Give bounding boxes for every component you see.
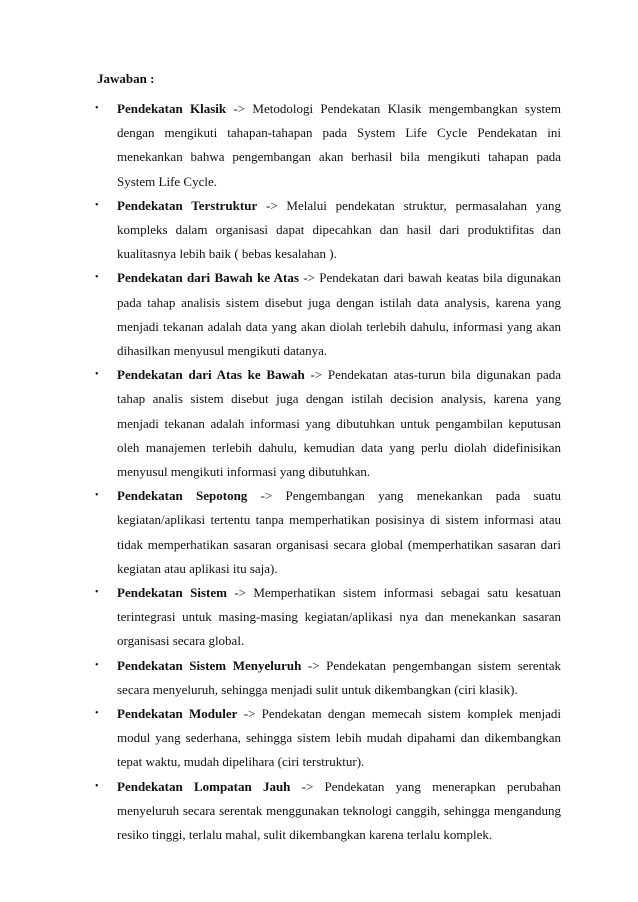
item-term: Pendekatan Sepotong — [117, 488, 248, 504]
list-item-moduler — [0, 702, 561, 775]
list-item-sistem — [0, 581, 561, 654]
item-text: -> Pengembangan yang menekankan pada suatu kegiatan/aplikasi tertentu tanpa memperhatikan posisinya di sistem informasi atau tidak memperhatikan sasaran organisasi secara global (memperhatikan sasaran dari kegiatan atau aplikasi itu saja). — [117, 488, 561, 576]
bullet-icon: • — [95, 587, 99, 599]
bullet-icon: • — [95, 780, 99, 792]
item-text: -> Pendekatan yang menerapkan perubahan menyeluruh secara serentak menggunakan teknologi canggih, sehingga mengandung resiko tinggi, terlalu mahal, sulit dikembangkan karena terlalu komplek. — [117, 778, 562, 843]
bullet-icon: • — [95, 490, 99, 502]
list-item-terstruktur — [0, 194, 561, 267]
item-term: Pendekatan dari Bawah ke Atas — [117, 270, 299, 286]
item-text: -> Pendekatan atas-turun bila digunakan pada tahap analis sistem disebut juga dengan istilah decision analysis, karena yang menjadi tekanan adalah informasi yang dibutuhkan untuk pengambilan keputusan oleh manajemen terlebih dahulu, kemudian data yang perlu diolah didefinisikan menyusul mengikuti informasi yang dibutuhkan. — [117, 367, 561, 480]
item-term: Pendekatan Lompatan Jauh — [117, 778, 291, 794]
bullet-icon: • — [95, 272, 99, 284]
approach-list — [0, 97, 638, 847]
list-item-lompatan-jauh — [0, 775, 561, 848]
bullet-icon: • — [95, 708, 99, 720]
item-term: Pendekatan Sistem — [117, 585, 227, 601]
item-text: -> Pendekatan pengembangan sistem serentak secara menyeluruh, sehingga menjadi sulit untuk dikembangkan (ciri klasik). — [117, 657, 562, 697]
list-item-atas-ke-bawah — [0, 363, 561, 484]
bullet-icon: • — [95, 659, 99, 671]
item-term: Pendekatan dari Atas ke Bawah — [117, 367, 305, 383]
list-item-bawah-ke-atas — [0, 266, 561, 363]
item-term: Pendekatan Sistem Menyeluruh — [117, 657, 302, 673]
item-term: Pendekatan Klasik — [117, 101, 227, 116]
item-text: -> Metodologi Pendekatan Klasik mengembangkan system dengan mengikuti tahapan-tahapan pada System Life Cycle Pendekatan ini menekankan bahwa pengembangan akan berhasil bila mengikuti tahapan pada System Life Cycle. — [117, 101, 562, 189]
bullet-icon: • — [95, 369, 99, 381]
list-item-sepotong — [0, 484, 561, 581]
item-text: -> Memperhatikan sistem informasi sebagai satu kesatuan terintegrasi untuk masing-masing kegiatan/aplikasi nya dan menekankan sasaran organisasi secara global. — [117, 585, 561, 649]
item-text: -> Melalui pendekatan struktur, permasalahan yang kompleks dalam organisasi dapat dipecahkan dan hasil dari produktifitas dan kualitasnya lebih baik ( bebas kesalahan ). — [117, 197, 561, 262]
list-item-klasik — [0, 97, 561, 194]
list-item-sistem-menyeluruh — [0, 654, 561, 702]
bullet-icon: • — [95, 103, 99, 114]
answer-heading: Jawaban : — [97, 71, 155, 86]
item-text: -> Pendekatan dengan memecah sistem komplek menjadi modul yang sederhana, sehingga sistem lebih mudah dipahami dan dikembangkan tepat waktu, mudah dipelihara (ciri terstruktur). — [117, 706, 561, 770]
bullet-icon: • — [95, 199, 99, 211]
item-term: Pendekatan Terstruktur — [117, 197, 258, 213]
item-term: Pendekatan Moduler — [117, 706, 238, 722]
item-text: -> Pendekatan dari bawah keatas bila digunakan pada tahap analisis sistem disebut juga dengan istilah data analysis, karena yang menjadi tekanan adalah data yang akan diolah terlebih dahulu, informasi yang akan dihasilkan menyusul mengikuti datanya. — [117, 270, 561, 359]
